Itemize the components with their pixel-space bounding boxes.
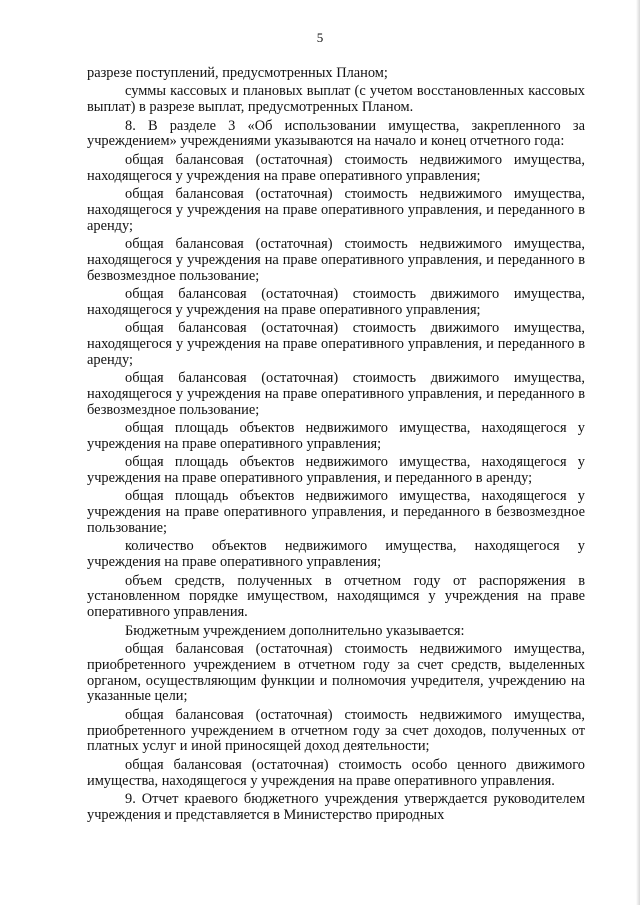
document-body bbox=[87, 66, 585, 826]
list-item: общая балансовая (остаточная) стоимость недвижимого имущества, находящегося у учреждения на праве оперативного управления; bbox=[87, 151, 585, 184]
list-item: общая балансовая (остаточная) стоимость движимого имущества, находящегося у учреждения на праве оперативного управления; bbox=[87, 285, 585, 318]
subheading: Бюджетным учреждением дополнительно указывается: bbox=[125, 622, 465, 639]
list-item: общая балансовая (остаточная) стоимость недвижимого имущества, находящегося у учреждения на праве оперативного управления, и переданного в аренду; bbox=[87, 185, 585, 234]
list-item: общая балансовая (остаточная) стоимость движимого имущества, находящегося у учреждения на праве оперативного управления, и переданного в безвозмездное пользование; bbox=[87, 370, 585, 418]
list-item: общая площадь объектов недвижимого имущества, находящегося у учреждения на праве оперативного управления, и переданного в безвозмездное пользование; bbox=[87, 488, 585, 537]
list-item: общая балансовая (остаточная) стоимость движимого имущества, находящегося у учреждения на праве оперативного управления, и переданного в аренду; bbox=[87, 320, 585, 368]
list-item: общая балансовая (остаточная) стоимость особо ценного движимого имущества, находящегося у учреждения на праве оперативного управления. bbox=[87, 756, 585, 789]
list-item: общая балансовая (остаточная) стоимость недвижимого имущества, находящегося у учреждения на праве оперативного управления, и переданного в безвозмездное пользование; bbox=[87, 235, 585, 284]
section-9-paragraph: 9. Отчет краевого бюджетного учреждения утверждается руководителем учреждения и представляется в Министерство природных bbox=[87, 790, 585, 823]
paragraph: разрезе поступлений, предусмотренных Планом; bbox=[87, 65, 388, 81]
scan-edge-shadow bbox=[636, 0, 640, 905]
list-item: количество объектов недвижимого имущества, находящегося у учреждения на праве оперативного управления; bbox=[87, 538, 585, 571]
paragraph: суммы кассовых и плановых выплат (с учетом восстановленных кассовых выплат) в разрезе выплат, предусмотренных Планом. bbox=[87, 83, 585, 116]
page-number: 5 bbox=[316, 30, 324, 45]
section-8-heading: 8. В разделе 3 «Об использовании имущества, закрепленного за учреждением» учреждениями указываются на начало и конец отчетного года: bbox=[87, 117, 585, 150]
list-item: объем средств, полученных в отчетном году от распоряжения в установленном порядке имуществом, находящимся у учреждения на праве оперативного управления. bbox=[87, 572, 585, 621]
list-item: общая балансовая (остаточная) стоимость недвижимого имущества, приобретенного учреждением в отчетном году за счет средств, выделенных органом, осуществляющим функции и полномочия учредителя, учреждению на указанные цели; bbox=[87, 641, 585, 705]
list-item: общая балансовая (остаточная) стоимость недвижимого имущества, приобретенного учреждением в отчетном году за счет доходов, полученных от платных услуг и иной приносящей доход деятельности; bbox=[87, 706, 585, 755]
list-item: общая площадь объектов недвижимого имущества, находящегося у учреждения на праве оперативного управления; bbox=[87, 420, 585, 452]
list-item: общая площадь объектов недвижимого имущества, находящегося у учреждения на праве оперативного управления, и переданного в аренду; bbox=[87, 454, 585, 487]
